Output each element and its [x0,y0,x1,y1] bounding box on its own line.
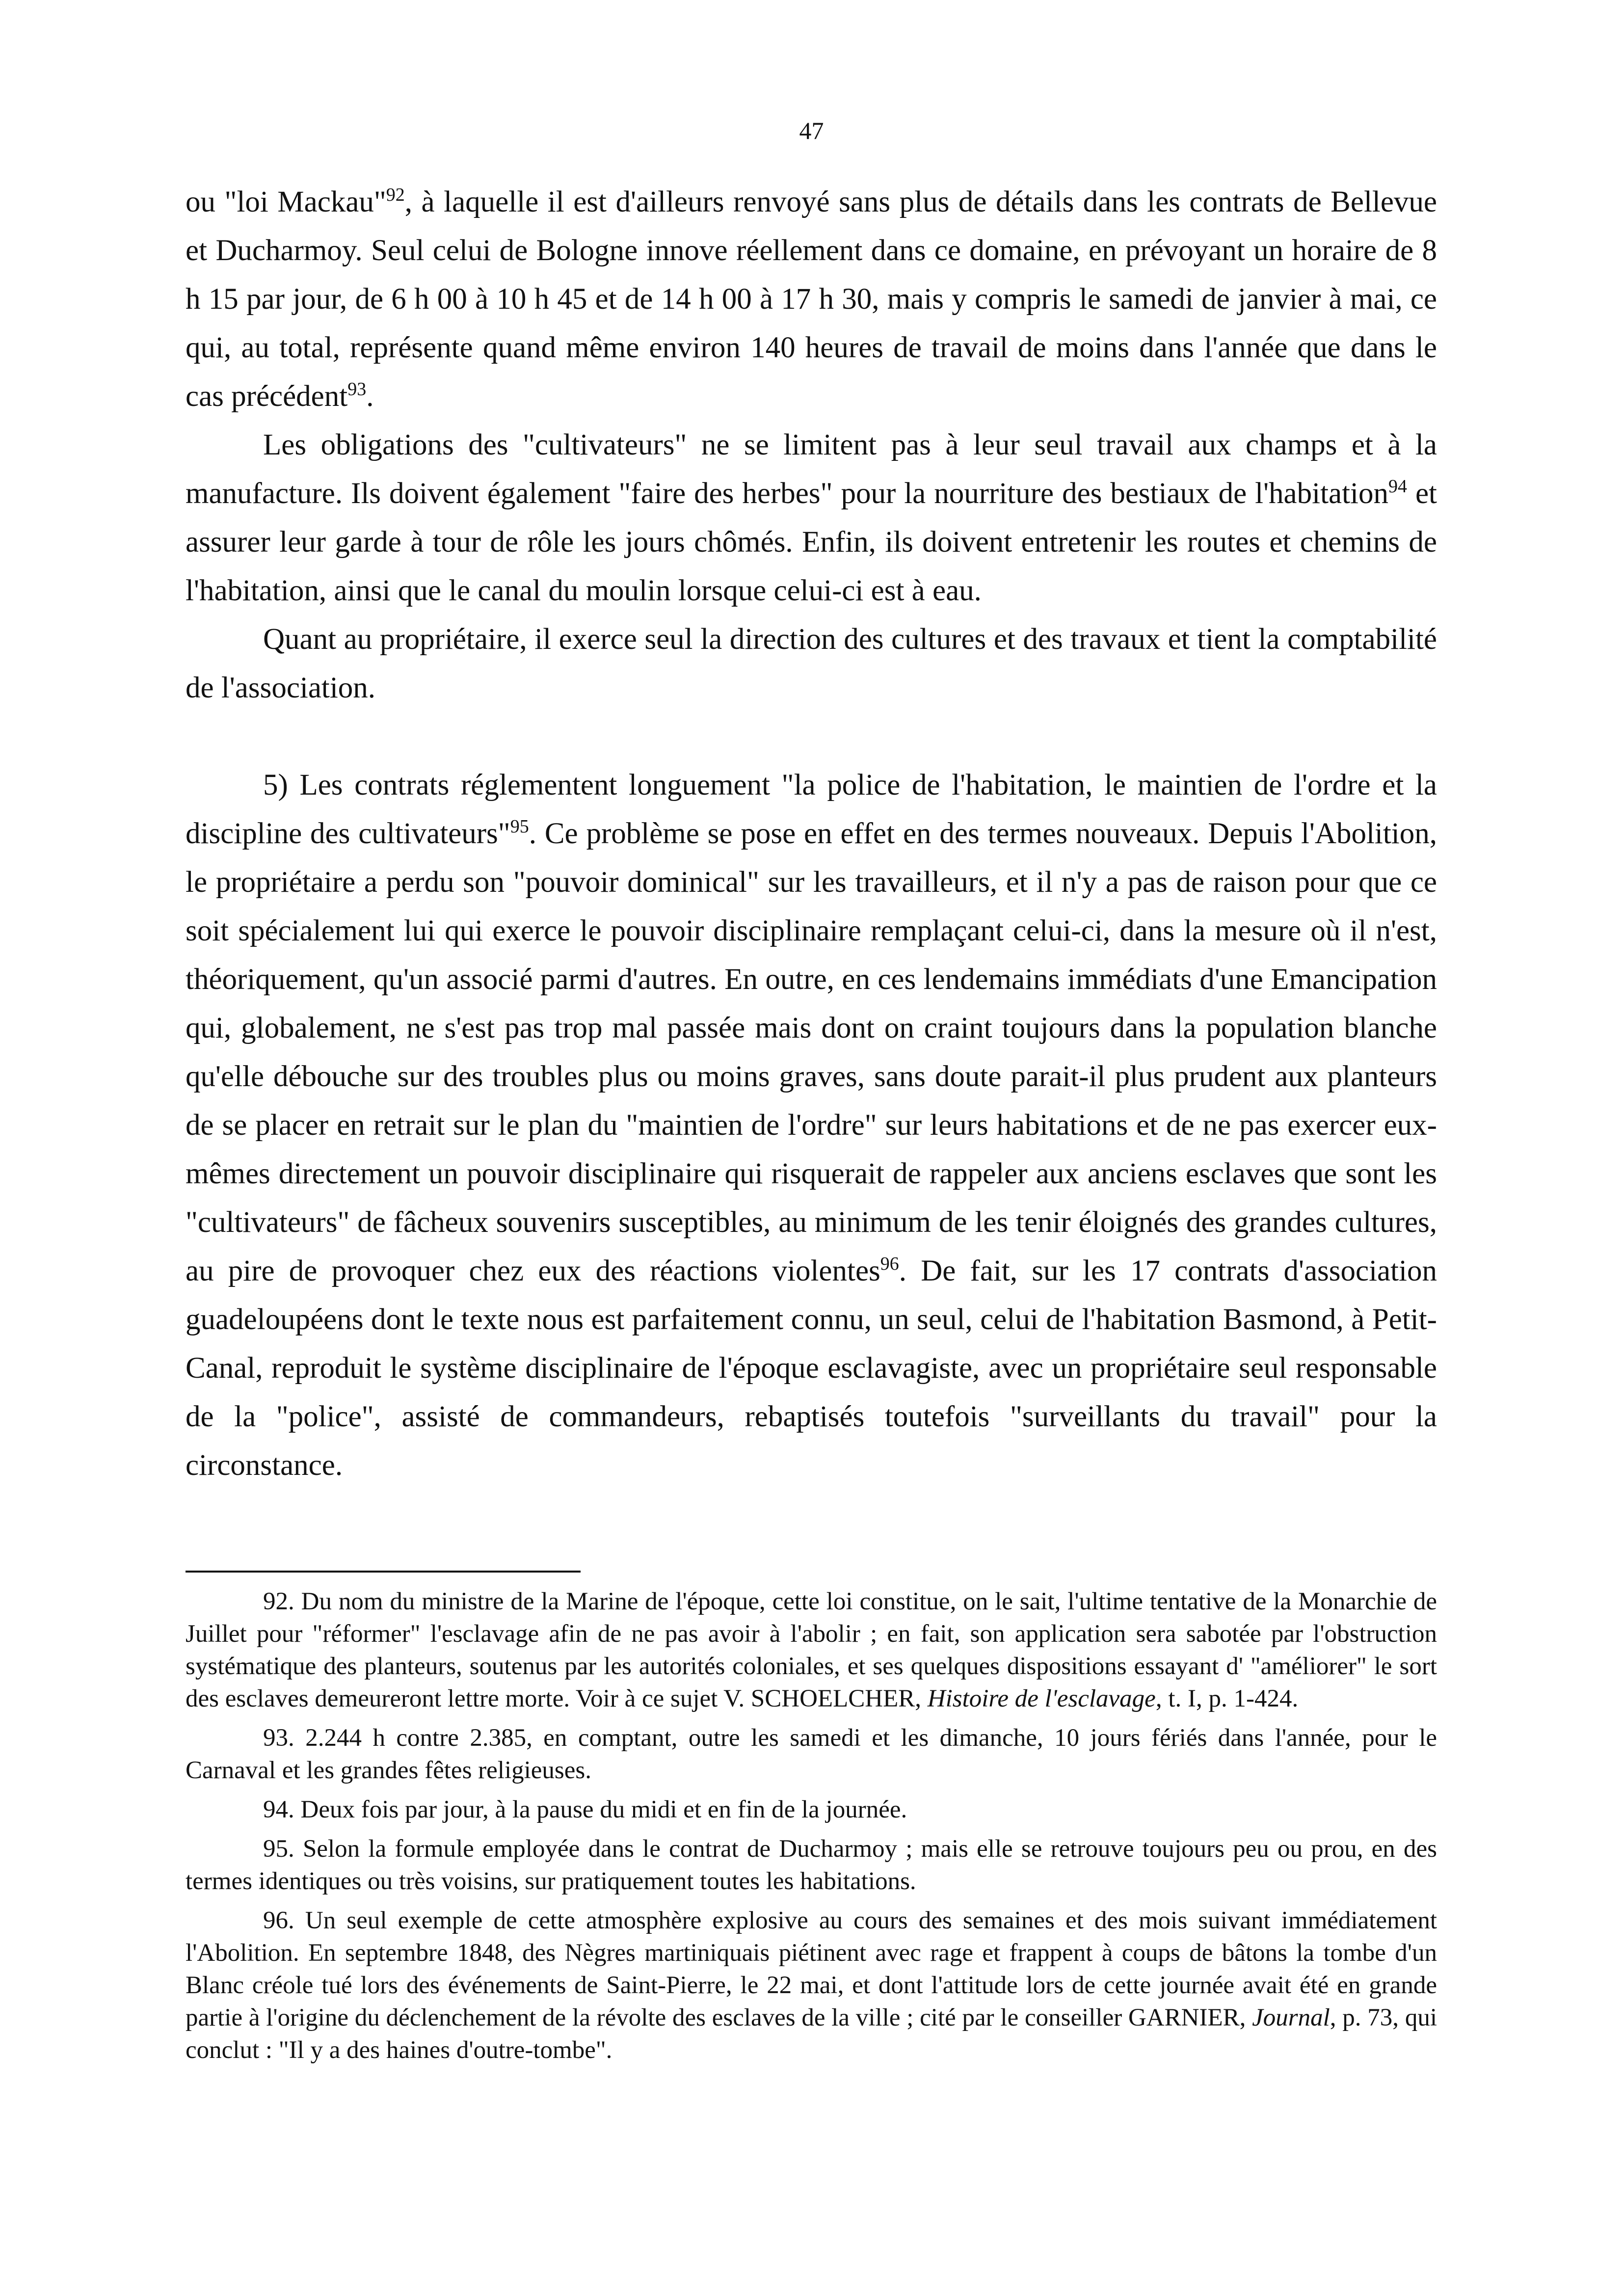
footnote-separator [186,1571,581,1573]
footnote-text: 94. Deux fois par jour, à la pause du midi et en fin de la journée. [263,1796,907,1823]
footnote-ref-96: 96 [880,1254,899,1274]
paragraph-text: Quant au propriétaire, il exerce seul la direction des cultures et des travaux et tient la comptabilité de l'association. [186,623,1437,704]
footnote-text: 92. Du nom du ministre de la Marine de l'époque, cette loi constitue, on le sait, l'ultime tentative de la Monarchie de Juillet pour "réformer" l'esclavage afin de ne pas avoir à l'abolir ; en fait, son application sera sabotée par l'obstruction systématique des planteurs, soutenus par les autorités coloniales, et ses quelques dispositions essayant d' "améliorer" le sort des esclaves demeureront lettre morte. Voir à ce sujet V. SCHOELCHER, [186,1588,1437,1712]
paragraph-text: ou "loi Mackau" [186,186,386,218]
footnotes [186,1585,1437,2073]
footnote-text: 96. Un seul exemple de cette atmosphère explosive au cours des semaines et des mois suivant immédiatement l'Abolition. En septembre 1848, des Nègres martiniquais piétinent avec rage et frappent à coups de bâtons la tombe d'un Blanc créole tué lors des événements de Saint-Pierre, le 22 mai, et dont l'attitude lors de cette journée avait été en grande partie à l'origine du déclenchement de la révolte des esclaves de la ville ; cité par le conseiller GARNIER, [186,1907,1437,2031]
footnote-94 [186,1793,1437,1826]
paragraph-obligations [186,421,1437,615]
footnote-book-title: Histoire de l'esclavage [927,1685,1156,1712]
paragraph-text: 5) Les contrats réglementent longuement "la police de l'habitation, le maintien de l'ordre et la discipline des cultivateurs" [186,769,1437,850]
page-number: 47 [799,117,824,144]
footnote-ref-94: 94 [1388,476,1407,497]
footnote-92 [186,1585,1437,1715]
paragraph-text: . De fait, sur les 17 contrats d'association guadeloupéens dont le texte nous est parfaitement connu, un seul, celui de l'habitation Basmond, à Petit-Canal, reproduit le système disciplinaire de l'époque esclavagiste, avec un propriétaire seul responsable de la "police", assisté de commandeurs, rebaptisés toutefois "surveillants du travail" pour la circonstance. [186,1255,1437,1482]
footnote-text: 93. 2.244 h contre 2.385, en comptant, outre les samedi et les dimanche, 10 jours fériés dans l'année, pour le Carnaval et les grandes fêtes religieuses. [186,1724,1437,1784]
paragraph-text: . Ce problème se pose en effet en des termes nouveaux. Depuis l'Abolition, le propriétaire a perdu son "pouvoir dominical" sur les travailleurs, et il n'y a pas de raison pour que ce soit spécialement lui qui exerce le pouvoir disciplinaire remplaçant celui-ci, dans la mesure où il n'est, théoriquement, qu'un associé parmi d'autres. En outre, en ces lendemains immédiats d'une Emancipation qui, globalement, ne s'est pas trop mal passée mais dont on craint toujours dans la population blanche qu'elle débouche sur des troubles plus ou moins graves, sans doute parait-il plus prudent aux planteurs de se placer en retrait sur le plan du "maintien de l'ordre" sur leurs habitations et de ne pas exercer eux-mêmes directement un pouvoir disciplinaire qui risquerait de rappeler aux anciens esclaves que sont les "cultivateurs" de fâcheux souvenirs susceptibles, au minimum de les tenir éloignés des grandes cultures, au pire de provoquer chez eux des réactions violentes [186,817,1437,1287]
paragraph-proprietaire [186,615,1437,712]
footnote-ref-95: 95 [510,816,529,837]
paragraph-text: Les obligations des "cultivateurs" ne se limitent pas à leur seul travail aux champs et à la manufacture. Ils doivent également "faire des herbes" pour la nourriture des bestiaux de l'habitation [186,428,1437,510]
footnote-journal-title: Journal [1252,2004,1330,2031]
footnote-text: 95. Selon la formule employée dans le contrat de Ducharmoy ; mais elle se retrouve toujours peu ou prou, en des termes identiques ou très voisins, sur pratiquement toutes les habitations. [186,1835,1437,1895]
footnote-93 [186,1722,1437,1787]
paragraph-text: . [366,380,374,413]
footnote-96 [186,1904,1437,2066]
footnote-text: , t. I, p. 1-424. [1155,1685,1299,1712]
paragraph-text: , à laquelle il est d'ailleurs renvoyé sans plus de détails dans les contrats de Bellevue et Ducharmoy. Seul celui de Bologne innove réellement dans ce domaine, en prévoyant un horaire de 8 h 15 par jour, de 6 h 00 à 10 h 45 et de 14 h 00 à 17 h 30, mais y compris le samedi de janvier à mai, ce qui, au total, représente quand même environ 140 heures de travail de moins dans l'année que dans le cas précédent [186,186,1437,413]
paragraph-mackau-law [186,178,1437,421]
footnote-ref-92: 92 [386,185,405,205]
footnote-95 [186,1833,1437,1897]
footnote-ref-93: 93 [347,379,367,400]
paragraph-text: et assurer leur garde à tour de rôle les jours chômés. Enfin, ils doivent entretenir les routes et chemins de l'habitation, ainsi que le canal du moulin lorsque celui-ci est à eau. [186,477,1437,607]
paragraph-police [186,761,1437,1490]
body-text [186,178,1437,1490]
footnote-text: , p. 73, qui conclut : "Il y a des haines d'outre-tombe". [186,2004,1437,2064]
